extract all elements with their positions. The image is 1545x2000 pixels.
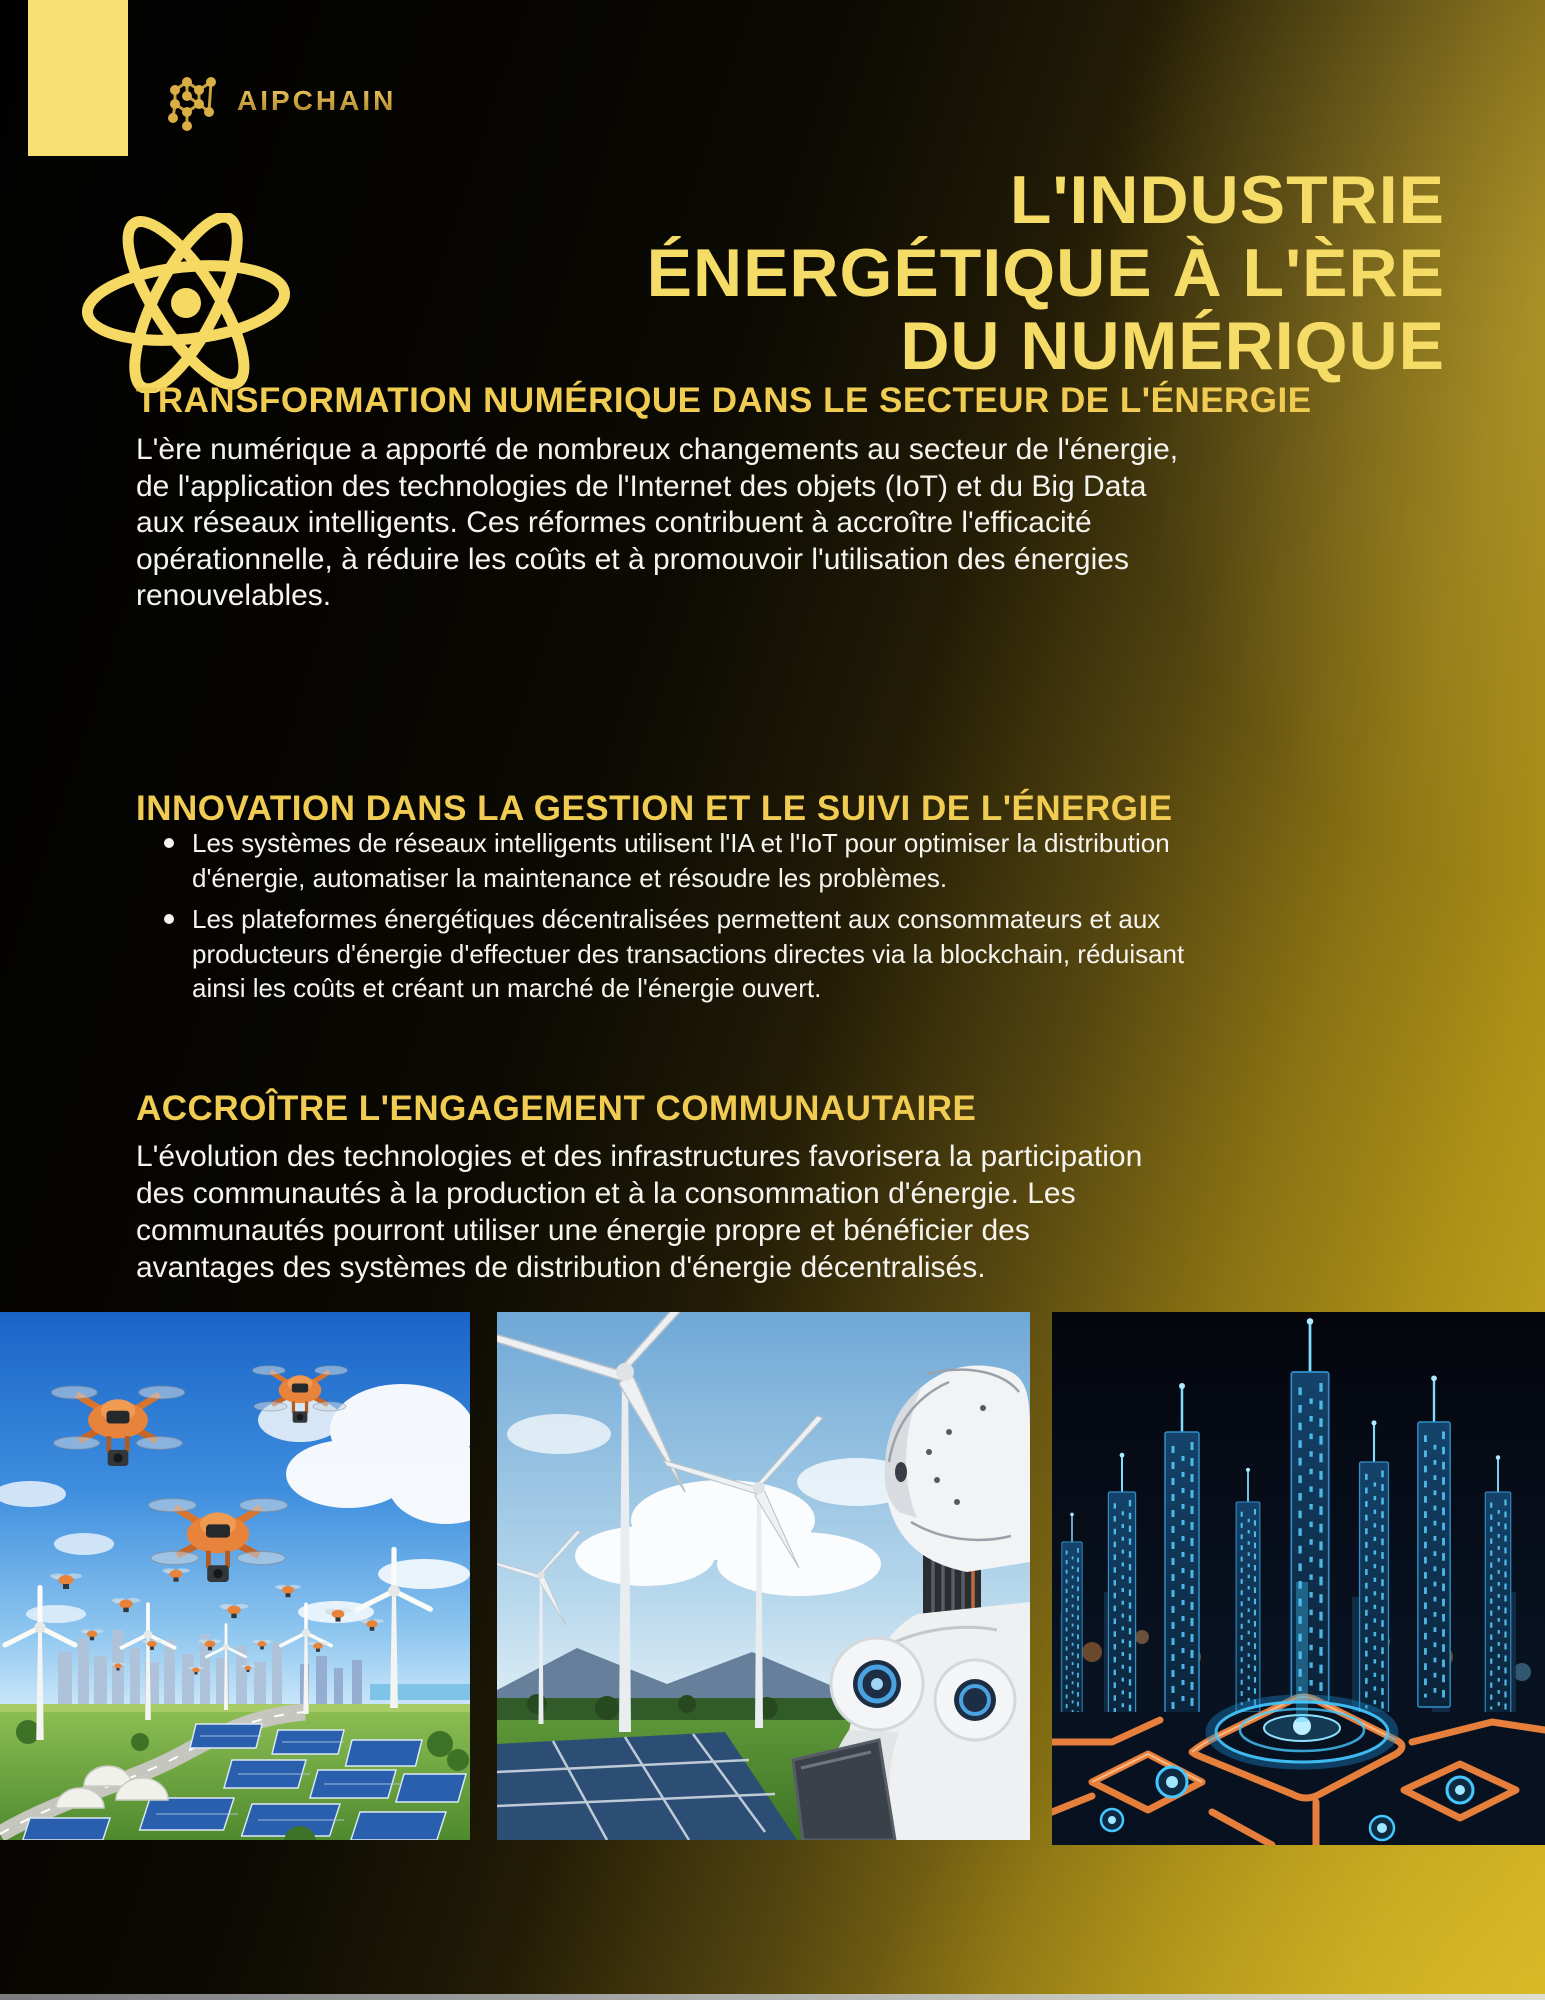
illustration-circuit-city bbox=[1052, 1312, 1545, 1845]
section-heading-innovation: INNOVATION DANS LA GESTION ET LE SUIVI DE L'ÉNERGIE bbox=[136, 789, 1173, 829]
section-body-engagement: L'évolution des technologies et des infrastructures favorisera la participation des communautés à la production et à la consommation d'énergie. Les communautés pourront utiliser une énergie propre et bénéficier des avantages des systèmes de distribution d'énergie décentralisés. bbox=[136, 1140, 1143, 1284]
list-item: Les systèmes de réseaux intelligents utilisent l'IA et l'IoT pour optimiser la distribution d'énergie, automatiser la maintenance et résoudre les problèmes. bbox=[160, 826, 1184, 895]
atom-icon bbox=[80, 213, 292, 398]
section-heading-engagement: ACCROÎTRE L'ENGAGEMENT COMMUNAUTAIRE bbox=[136, 1089, 977, 1129]
illustration-drone-city bbox=[0, 1312, 470, 1840]
molecule-network-icon bbox=[163, 70, 221, 132]
accent-bar bbox=[28, 0, 128, 156]
innovation-bullet-list bbox=[160, 826, 1184, 1013]
bottom-edge-strip bbox=[0, 1994, 1545, 2000]
section-heading-transformation: TRANSFORMATION NUMÉRIQUE DANS LE SECTEUR DE L'ÉNERGIE bbox=[136, 381, 1312, 421]
brand-logo bbox=[163, 70, 396, 132]
page-title: L'INDUSTRIE ÉNERGÉTIQUE À L'ÈRE DU NUMÉRIQUE bbox=[646, 161, 1445, 384]
section-body-transformation: L'ère numérique a apporté de nombreux changements au secteur de l'énergie, de l'application des technologies de l'Internet des objets (IoT) et du Big Data aux réseaux intelligents. Ces réformes contribuent à accroître l'efficacité opérationnelle, à réduire les coûts et à promouvoir l'utilisation des énergies renouvelables. bbox=[136, 433, 1179, 612]
illustration-robot-turbines bbox=[497, 1312, 1030, 1840]
list-item: Les plateformes énergétiques décentralisées permettent aux consommateurs et aux producteurs d'énergie d'effectuer des transactions directes via la blockchain, réduisant ainsi les coûts et créant un marché de l'énergie ouvert. bbox=[160, 902, 1184, 1006]
brand-name: AIPCHAIN bbox=[237, 85, 397, 116]
